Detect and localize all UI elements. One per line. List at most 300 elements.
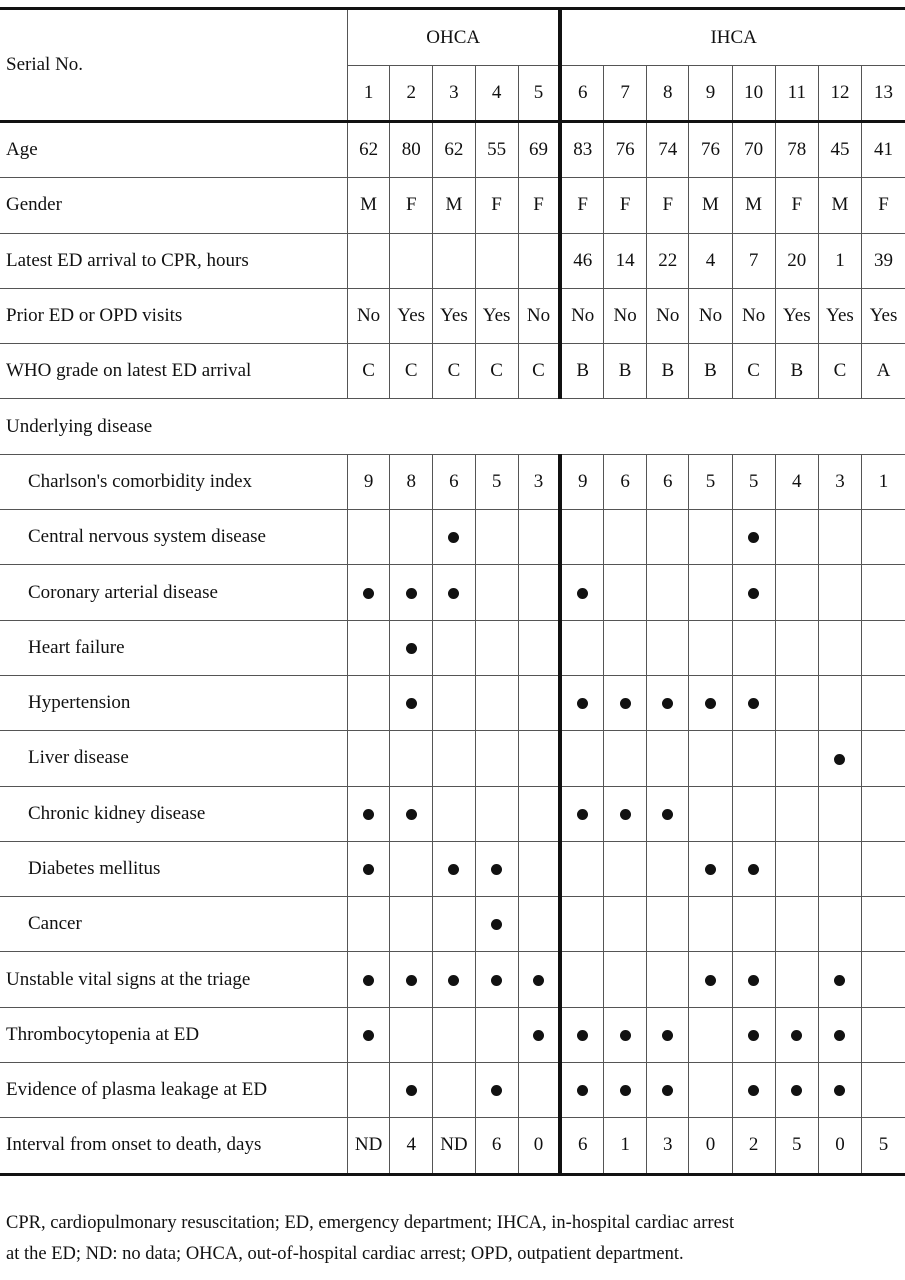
table-row (0, 952, 905, 1007)
table-row (0, 288, 905, 343)
table-cell (689, 786, 732, 841)
table-cell (647, 1007, 689, 1062)
table-cell (604, 1007, 647, 1062)
table-cell (604, 841, 647, 896)
bullet-dot-icon (577, 588, 588, 599)
table-cell: 4 (775, 454, 818, 509)
bullet-dot-icon (834, 754, 845, 765)
table-cell: 22 (647, 233, 689, 288)
row-label: Unstable vital signs at the triage (0, 952, 347, 1007)
table-cell: 55 (475, 122, 518, 178)
bullet-dot-icon (748, 864, 759, 875)
table-cell: M (347, 178, 389, 233)
table-cell (518, 565, 560, 620)
table-cell (347, 675, 389, 730)
table-cell: C (818, 344, 861, 399)
table-cell: 7 (732, 233, 775, 288)
table-cell (475, 786, 518, 841)
serial-cell: 4 (475, 66, 518, 122)
table-cell: C (390, 344, 433, 399)
table-cell: F (604, 178, 647, 233)
bullet-dot-icon (662, 698, 673, 709)
table-cell (433, 510, 475, 565)
bullet-dot-icon (834, 1085, 845, 1096)
bullet-dot-icon (448, 532, 459, 543)
table-cell: 14 (604, 233, 647, 288)
serial-cell: 8 (647, 66, 689, 122)
table-cell (818, 841, 861, 896)
table-cell: 76 (604, 122, 647, 178)
table-cell: 83 (560, 122, 603, 178)
table-cell: 1 (818, 233, 861, 288)
row-label: Cancer (0, 897, 347, 952)
table-cell (347, 897, 389, 952)
section-label: Underlying disease (0, 399, 905, 454)
table-row (0, 454, 905, 509)
table-cell (390, 675, 433, 730)
table-cell (818, 731, 861, 786)
table-row (0, 399, 905, 454)
table-cell (560, 841, 603, 896)
row-label: Charlson's comorbidity index (0, 454, 347, 509)
table-cell: M (818, 178, 861, 233)
table-cell (862, 897, 905, 952)
group-ihca-header: IHCA (560, 9, 905, 66)
serial-cell: 5 (518, 66, 560, 122)
table-cell (647, 675, 689, 730)
table-row (0, 786, 905, 841)
bullet-dot-icon (834, 975, 845, 986)
table-cell (604, 897, 647, 952)
table-cell: 41 (862, 122, 905, 178)
table-cell (732, 675, 775, 730)
header-row-groups (0, 9, 905, 66)
table-cell: C (433, 344, 475, 399)
table-cell: 4 (689, 233, 732, 288)
table-row (0, 731, 905, 786)
table-row (0, 233, 905, 288)
table-cell: 1 (604, 1118, 647, 1174)
table-cell: 62 (347, 122, 389, 178)
bullet-dot-icon (533, 975, 544, 986)
table-cell: B (775, 344, 818, 399)
table-row (0, 344, 905, 399)
table-cell: 3 (518, 454, 560, 509)
bullet-dot-icon (705, 864, 716, 875)
serial-cell: 7 (604, 66, 647, 122)
table-cell (347, 731, 389, 786)
table-cell (475, 233, 518, 288)
table-cell: F (560, 178, 603, 233)
table-cell: M (433, 178, 475, 233)
table-cell: 1 (862, 454, 905, 509)
table-cell (604, 675, 647, 730)
table-cell (775, 675, 818, 730)
row-label: Prior ED or OPD visits (0, 288, 347, 343)
table-cell (647, 565, 689, 620)
table-cell: 6 (475, 1118, 518, 1174)
table-cell (775, 952, 818, 1007)
table-cell: 0 (689, 1118, 732, 1174)
row-label: WHO grade on latest ED arrival (0, 344, 347, 399)
table-cell: No (604, 288, 647, 343)
table-cell (560, 786, 603, 841)
bullet-dot-icon (748, 1085, 759, 1096)
row-label: Central nervous system disease (0, 510, 347, 565)
bullet-dot-icon (748, 1030, 759, 1041)
table-cell: F (775, 178, 818, 233)
bullet-dot-icon (748, 975, 759, 986)
table-cell: 5 (862, 1118, 905, 1174)
patient-table (0, 7, 905, 1176)
table-cell (647, 731, 689, 786)
serial-cell: 11 (775, 66, 818, 122)
table-cell (560, 620, 603, 675)
table-cell: 3 (818, 454, 861, 509)
table-cell: 80 (390, 122, 433, 178)
table-row (0, 1118, 905, 1174)
table-cell (732, 786, 775, 841)
table-cell (732, 897, 775, 952)
table-cell (647, 897, 689, 952)
table-cell (732, 952, 775, 1007)
table-cell (818, 565, 861, 620)
footnote-line-2: at the ED; ND: no data; OHCA, out-of-hospital cardiac arrest; OPD, outpatient department. (6, 1244, 684, 1264)
table-cell (390, 510, 433, 565)
table-cell (518, 841, 560, 896)
table-cell (433, 620, 475, 675)
table-cell: 2 (732, 1118, 775, 1174)
table-cell: F (862, 178, 905, 233)
table-cell (775, 841, 818, 896)
table-cell (689, 841, 732, 896)
table-cell (390, 897, 433, 952)
table-cell (689, 952, 732, 1007)
table-cell (560, 510, 603, 565)
table-cell: 5 (475, 454, 518, 509)
table-cell (390, 731, 433, 786)
table-cell (518, 897, 560, 952)
table-cell (604, 731, 647, 786)
table-cell (775, 510, 818, 565)
table-cell (347, 233, 389, 288)
table-cell (475, 897, 518, 952)
table-cell (433, 731, 475, 786)
bullet-dot-icon (363, 588, 374, 599)
table-cell (732, 1063, 775, 1118)
bullet-dot-icon (620, 698, 631, 709)
table-cell: Yes (390, 288, 433, 343)
table-cell (732, 731, 775, 786)
table-cell (560, 897, 603, 952)
table-cell (390, 1007, 433, 1062)
table-cell (862, 510, 905, 565)
table-cell (518, 233, 560, 288)
table-cell: No (689, 288, 732, 343)
table-cell (689, 1063, 732, 1118)
table-cell: 5 (775, 1118, 818, 1174)
table-cell (433, 233, 475, 288)
table-cell (475, 841, 518, 896)
table-cell: ND (433, 1118, 475, 1174)
table-cell (518, 952, 560, 1007)
table-cell (862, 731, 905, 786)
table-cell (818, 897, 861, 952)
bullet-dot-icon (406, 1085, 417, 1096)
table-cell (390, 841, 433, 896)
table-cell: F (647, 178, 689, 233)
table-cell (647, 786, 689, 841)
table-cell (560, 731, 603, 786)
table-cell: No (518, 288, 560, 343)
table-cell (475, 1007, 518, 1062)
table-cell: Yes (775, 288, 818, 343)
table-cell (390, 1063, 433, 1118)
table-cell: 39 (862, 233, 905, 288)
serial-cell: 10 (732, 66, 775, 122)
table-row (0, 122, 905, 178)
footnote (6, 1208, 901, 1270)
table-cell (347, 565, 389, 620)
table-cell (560, 675, 603, 730)
table-cell (818, 952, 861, 1007)
table-cell: M (732, 178, 775, 233)
table-cell (647, 620, 689, 675)
table-cell (647, 952, 689, 1007)
table-cell (433, 841, 475, 896)
table-cell: 74 (647, 122, 689, 178)
table-row (0, 675, 905, 730)
table-cell (347, 510, 389, 565)
table-cell (818, 620, 861, 675)
table-cell (518, 1063, 560, 1118)
bullet-dot-icon (834, 1030, 845, 1041)
bullet-dot-icon (748, 588, 759, 599)
table-cell (862, 675, 905, 730)
table-cell: A (862, 344, 905, 399)
table-cell: 0 (818, 1118, 861, 1174)
table-cell (604, 952, 647, 1007)
table-row (0, 620, 905, 675)
bullet-dot-icon (662, 809, 673, 820)
table-cell (775, 786, 818, 841)
table-cell (347, 620, 389, 675)
row-label: Liver disease (0, 731, 347, 786)
table-cell: B (689, 344, 732, 399)
table-cell (689, 1007, 732, 1062)
table-row (0, 510, 905, 565)
table-cell (390, 952, 433, 1007)
table-cell: Yes (433, 288, 475, 343)
table-cell: 70 (732, 122, 775, 178)
row-label: Heart failure (0, 620, 347, 675)
table-cell: Yes (475, 288, 518, 343)
bullet-dot-icon (448, 864, 459, 875)
group-ohca-header: OHCA (347, 9, 560, 66)
bullet-dot-icon (748, 532, 759, 543)
bullet-dot-icon (406, 698, 417, 709)
table-cell (390, 786, 433, 841)
bullet-dot-icon (577, 1030, 588, 1041)
table-cell (560, 1007, 603, 1062)
serial-cell: 3 (433, 66, 475, 122)
row-label: Evidence of plasma leakage at ED (0, 1063, 347, 1118)
table-cell (818, 786, 861, 841)
table-cell (475, 620, 518, 675)
table-cell (390, 565, 433, 620)
table-cell (647, 841, 689, 896)
table-cell (390, 233, 433, 288)
table-cell: No (560, 288, 603, 343)
table-cell (647, 1063, 689, 1118)
table-cell (475, 675, 518, 730)
bullet-dot-icon (620, 1030, 631, 1041)
table-cell (475, 510, 518, 565)
serial-cell: 1 (347, 66, 389, 122)
table-row (0, 1063, 905, 1118)
table-cell: 62 (433, 122, 475, 178)
table-cell (732, 565, 775, 620)
table-cell: 6 (433, 454, 475, 509)
bullet-dot-icon (620, 809, 631, 820)
table-cell (862, 952, 905, 1007)
table-cell: 5 (689, 454, 732, 509)
serial-cell: 13 (862, 66, 905, 122)
table-cell (775, 731, 818, 786)
table-cell (347, 1063, 389, 1118)
table-row (0, 841, 905, 896)
bullet-dot-icon (491, 1085, 502, 1096)
table-cell (475, 952, 518, 1007)
table-cell: 0 (518, 1118, 560, 1174)
table-cell (732, 841, 775, 896)
table-cell: 76 (689, 122, 732, 178)
table-cell (560, 952, 603, 1007)
table-cell (689, 731, 732, 786)
table-cell (560, 565, 603, 620)
table-cell (862, 620, 905, 675)
table-cell (347, 1007, 389, 1062)
row-label: Thrombocytopenia at ED (0, 1007, 347, 1062)
table-cell (689, 620, 732, 675)
bullet-dot-icon (748, 698, 759, 709)
table-cell (518, 786, 560, 841)
table-cell (433, 565, 475, 620)
row-label: Latest ED arrival to CPR, hours (0, 233, 347, 288)
row-label: Gender (0, 178, 347, 233)
table-cell: C (732, 344, 775, 399)
bullet-dot-icon (491, 919, 502, 930)
bullet-dot-icon (705, 698, 716, 709)
table-cell: No (347, 288, 389, 343)
bullet-dot-icon (491, 864, 502, 875)
table-cell (518, 510, 560, 565)
table-cell: Yes (818, 288, 861, 343)
row-label: Interval from onset to death, days (0, 1118, 347, 1174)
bullet-dot-icon (577, 1085, 588, 1096)
serial-cell: 2 (390, 66, 433, 122)
row-label: Age (0, 122, 347, 178)
bullet-dot-icon (791, 1030, 802, 1041)
table-cell: F (518, 178, 560, 233)
bullet-dot-icon (448, 588, 459, 599)
table-row (0, 1007, 905, 1062)
table-cell (775, 1007, 818, 1062)
table-cell (390, 620, 433, 675)
serial-cell: 6 (560, 66, 603, 122)
table-cell (862, 841, 905, 896)
bullet-dot-icon (363, 809, 374, 820)
table-cell (347, 786, 389, 841)
bullet-dot-icon (406, 643, 417, 654)
table-cell (818, 675, 861, 730)
table-cell (647, 510, 689, 565)
table-cell: C (475, 344, 518, 399)
table-cell (689, 675, 732, 730)
table-cell (475, 565, 518, 620)
table-cell (560, 1063, 603, 1118)
bullet-dot-icon (363, 1030, 374, 1041)
serial-cell: 12 (818, 66, 861, 122)
table-cell (818, 1007, 861, 1062)
table-cell (732, 510, 775, 565)
table-cell (433, 786, 475, 841)
row-label: Chronic kidney disease (0, 786, 347, 841)
table-cell (347, 952, 389, 1007)
table-cell (732, 1007, 775, 1062)
table-cell: No (647, 288, 689, 343)
bullet-dot-icon (448, 975, 459, 986)
table-cell (433, 1007, 475, 1062)
bullet-dot-icon (791, 1085, 802, 1096)
table-cell (732, 620, 775, 675)
row-label: Diabetes mellitus (0, 841, 347, 896)
bullet-dot-icon (406, 588, 417, 599)
table-cell (862, 565, 905, 620)
table-cell: B (647, 344, 689, 399)
table-cell: 5 (732, 454, 775, 509)
bullet-dot-icon (363, 864, 374, 875)
table-cell: B (560, 344, 603, 399)
table-row (0, 178, 905, 233)
table-cell (518, 731, 560, 786)
table-cell (689, 565, 732, 620)
table-cell (433, 897, 475, 952)
table-cell: 9 (560, 454, 603, 509)
table-cell (862, 1007, 905, 1062)
table-cell (604, 620, 647, 675)
table-cell: 6 (647, 454, 689, 509)
serial-cell: 9 (689, 66, 732, 122)
table-cell: 9 (347, 454, 389, 509)
table-cell (518, 675, 560, 730)
table-cell (775, 565, 818, 620)
bullet-dot-icon (577, 809, 588, 820)
table-cell: 78 (775, 122, 818, 178)
bullet-dot-icon (662, 1030, 673, 1041)
bullet-dot-icon (406, 809, 417, 820)
bullet-dot-icon (533, 1030, 544, 1041)
bullet-dot-icon (705, 975, 716, 986)
footnote-line-1: CPR, cardiopulmonary resuscitation; ED, emergency department; IHCA, in-hospital cardiac arrest (6, 1213, 735, 1233)
table-cell (862, 786, 905, 841)
table-cell (689, 897, 732, 952)
table-cell: 3 (647, 1118, 689, 1174)
table-cell: 20 (775, 233, 818, 288)
table-cell (347, 841, 389, 896)
table-cell (862, 1063, 905, 1118)
serial-no-header: Serial No. (0, 9, 347, 122)
